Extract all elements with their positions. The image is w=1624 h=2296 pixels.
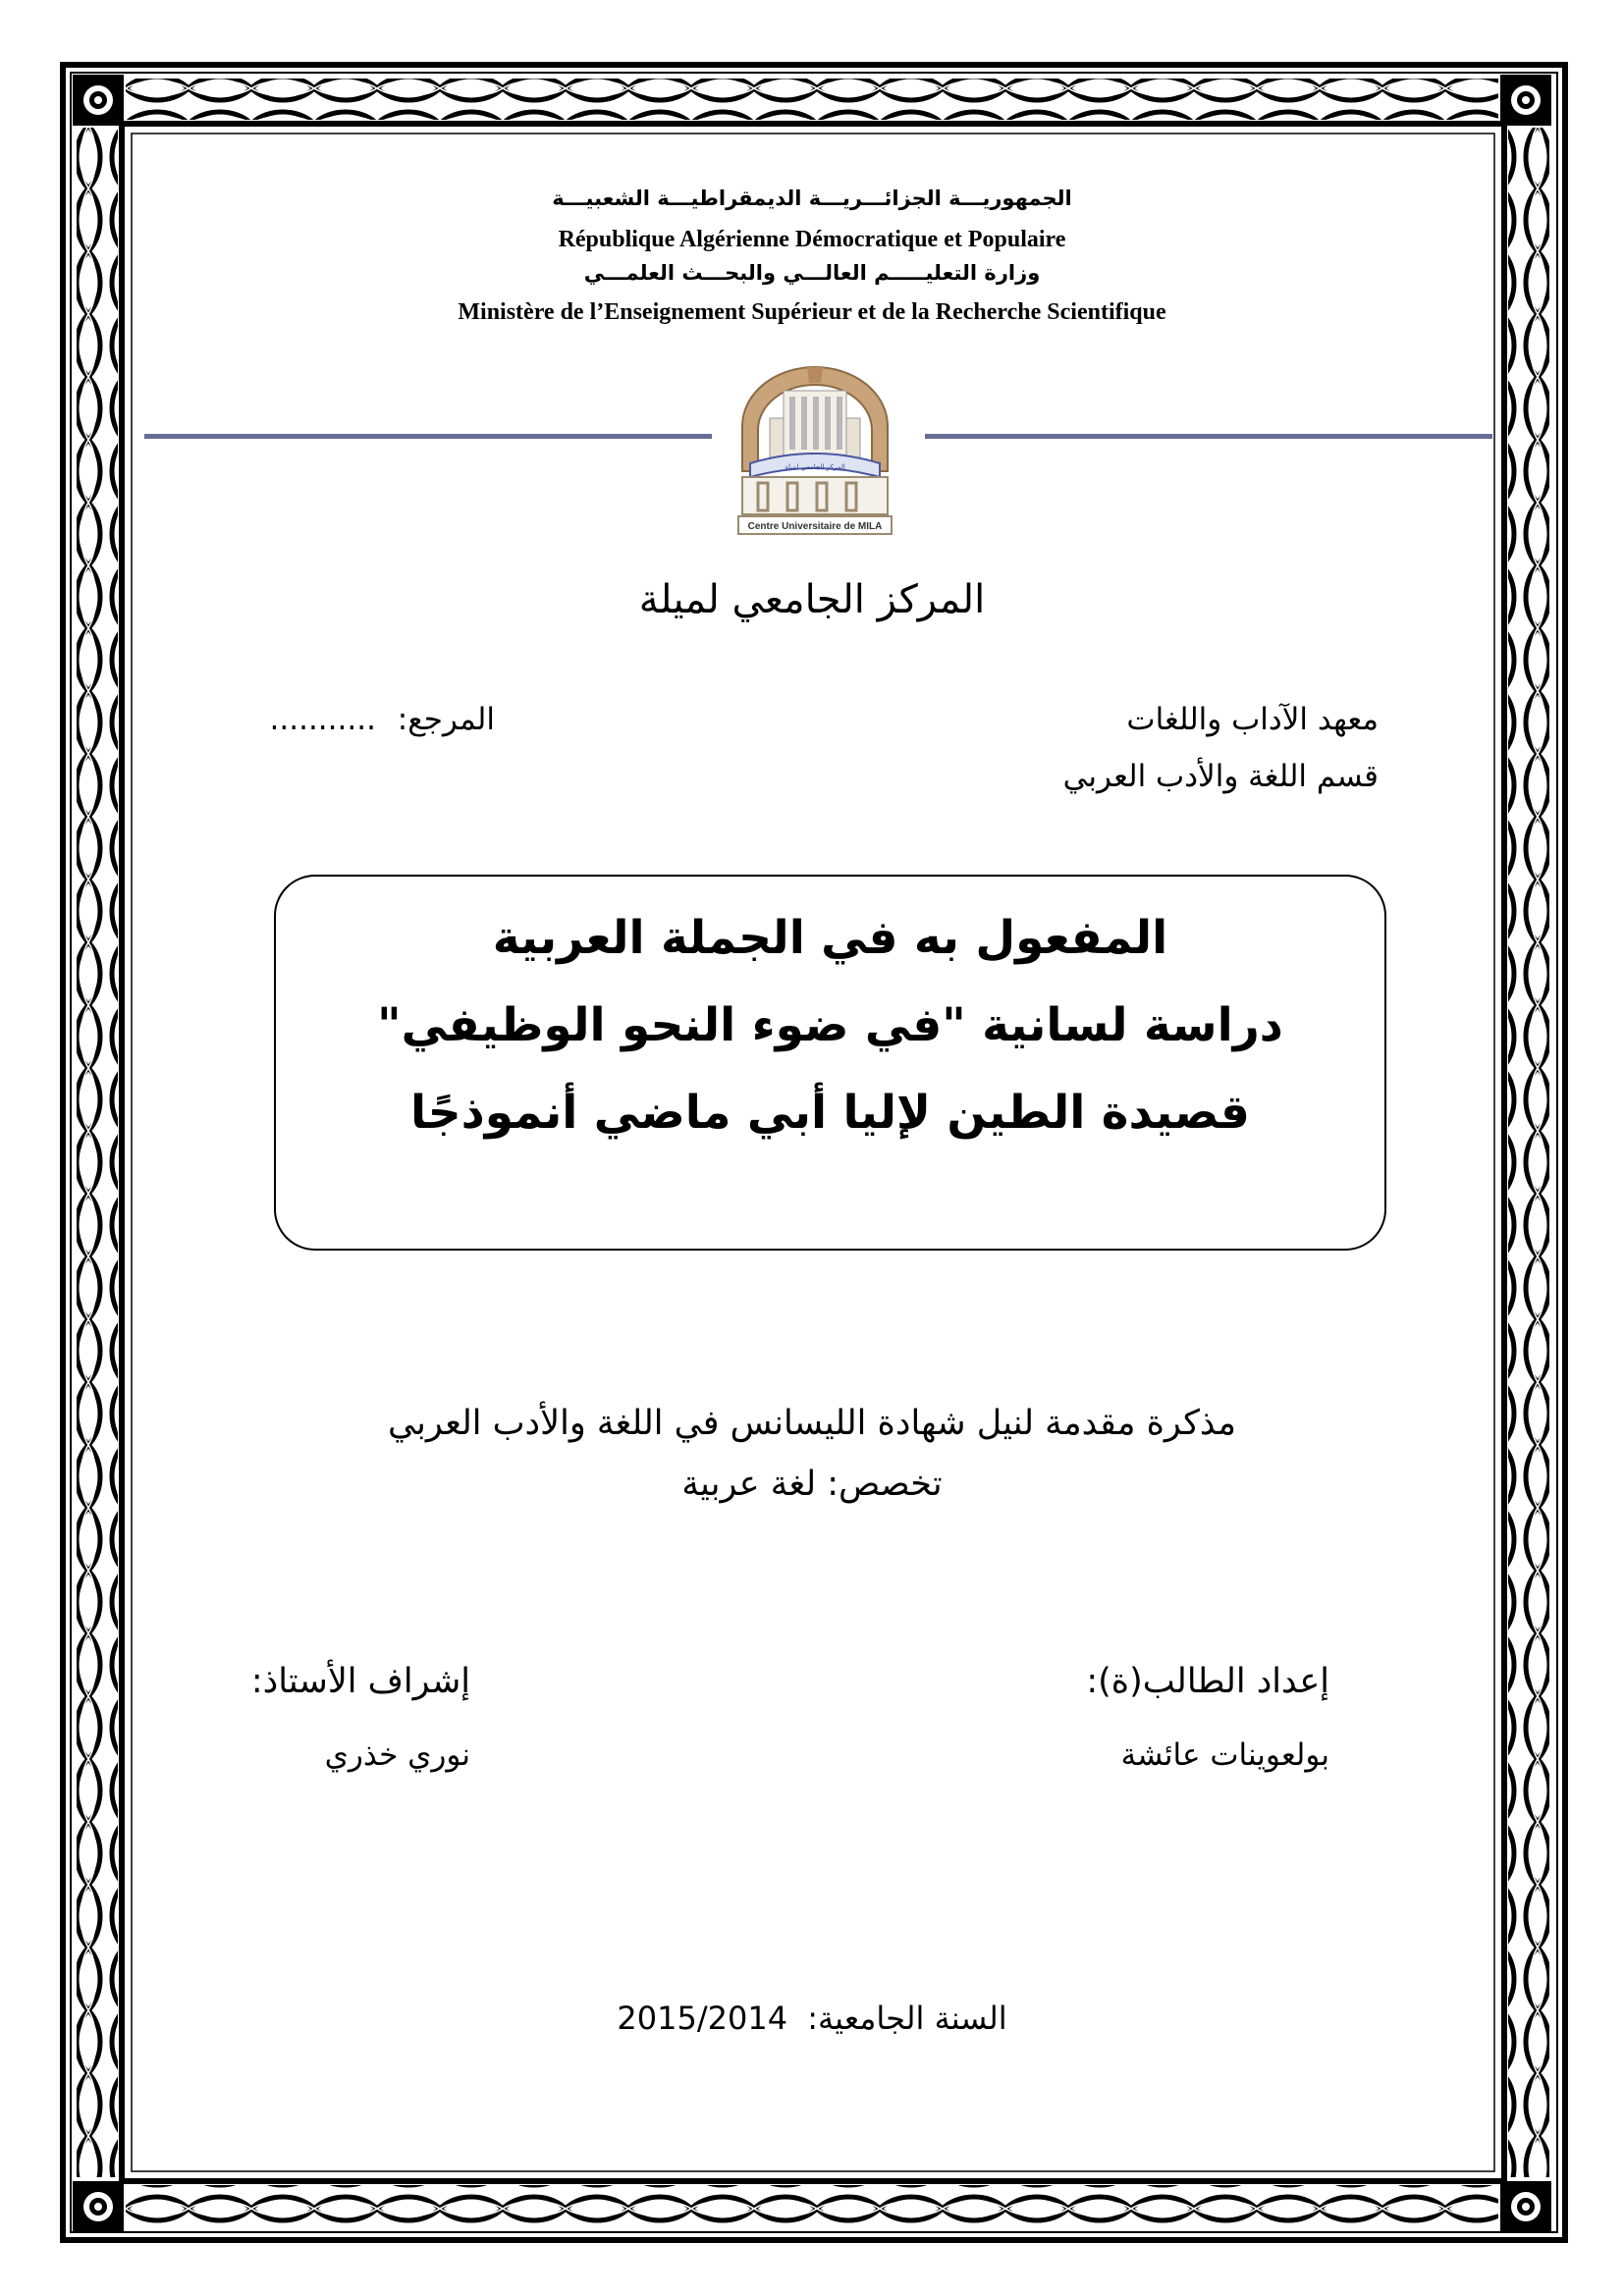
thesis-title-line-2: دراسة لسانية "في ضوء النحو الوظيفي" (377, 998, 1283, 1052)
logo-caption: Centre Universitaire de MILA (747, 521, 883, 532)
supervisor-label: إشراف الأستاذ: (250, 1662, 470, 1701)
ministry-french: Ministère de l’Enseignement Supérieur et de la Recherche Scientifique (458, 299, 1166, 325)
thesis-title-line-1: المفعول به في الجملة العربية (492, 911, 1168, 965)
republic-french: République Algérienne Démocratique et Populaire (558, 227, 1066, 252)
academic-year (137, 2000, 1487, 2037)
corner-ornament-bl (73, 2181, 124, 2232)
supervisor-name: نوري خذري (324, 1737, 470, 1773)
separator-left (144, 434, 712, 439)
institute-name: معهد الآداب واللغات (1126, 702, 1379, 737)
logo-banner-text: المركز الجامعي لميلة (785, 463, 845, 471)
reference (270, 702, 495, 737)
thesis-title-line-3: قصيدة الطين لإليا أبي ماضي أنموذجًا (410, 1086, 1250, 1140)
university-logo (729, 361, 901, 538)
reference-value: ........... (269, 702, 376, 737)
corner-ornament-tl (73, 75, 124, 126)
institution-name: المركز الجامعي لميلة (638, 577, 986, 622)
separator-right (925, 434, 1492, 439)
republic-arabic: الجمهوريـــة الجزائـــريـــة الديمقراطيـــة الشعبيـــة (552, 187, 1072, 210)
corner-ornament-br (1500, 2181, 1551, 2232)
academic-year-label: السنة الجامعية: (807, 2000, 1007, 2037)
reference-label: المرجع: (397, 702, 495, 737)
student-name: بولعوينات عائشة (1120, 1737, 1329, 1773)
memo-description: مذكرة مقدمة لنيل شهادة الليسانس في اللغة والأدب العربي (387, 1404, 1237, 1443)
ministry-arabic: وزارة التعليـــــم العالـــي والبحـــث العلمـــي (583, 261, 1041, 285)
corner-ornament-tr (1500, 75, 1551, 126)
memo-specialty: تخصص: لغة عربية (681, 1465, 943, 1504)
student-label: إعداد الطالب(ة): (1086, 1662, 1329, 1701)
academic-year-value: 2015/2014 (617, 2000, 788, 2037)
department-name: قسم اللغة والأدب العربي (1062, 759, 1379, 794)
